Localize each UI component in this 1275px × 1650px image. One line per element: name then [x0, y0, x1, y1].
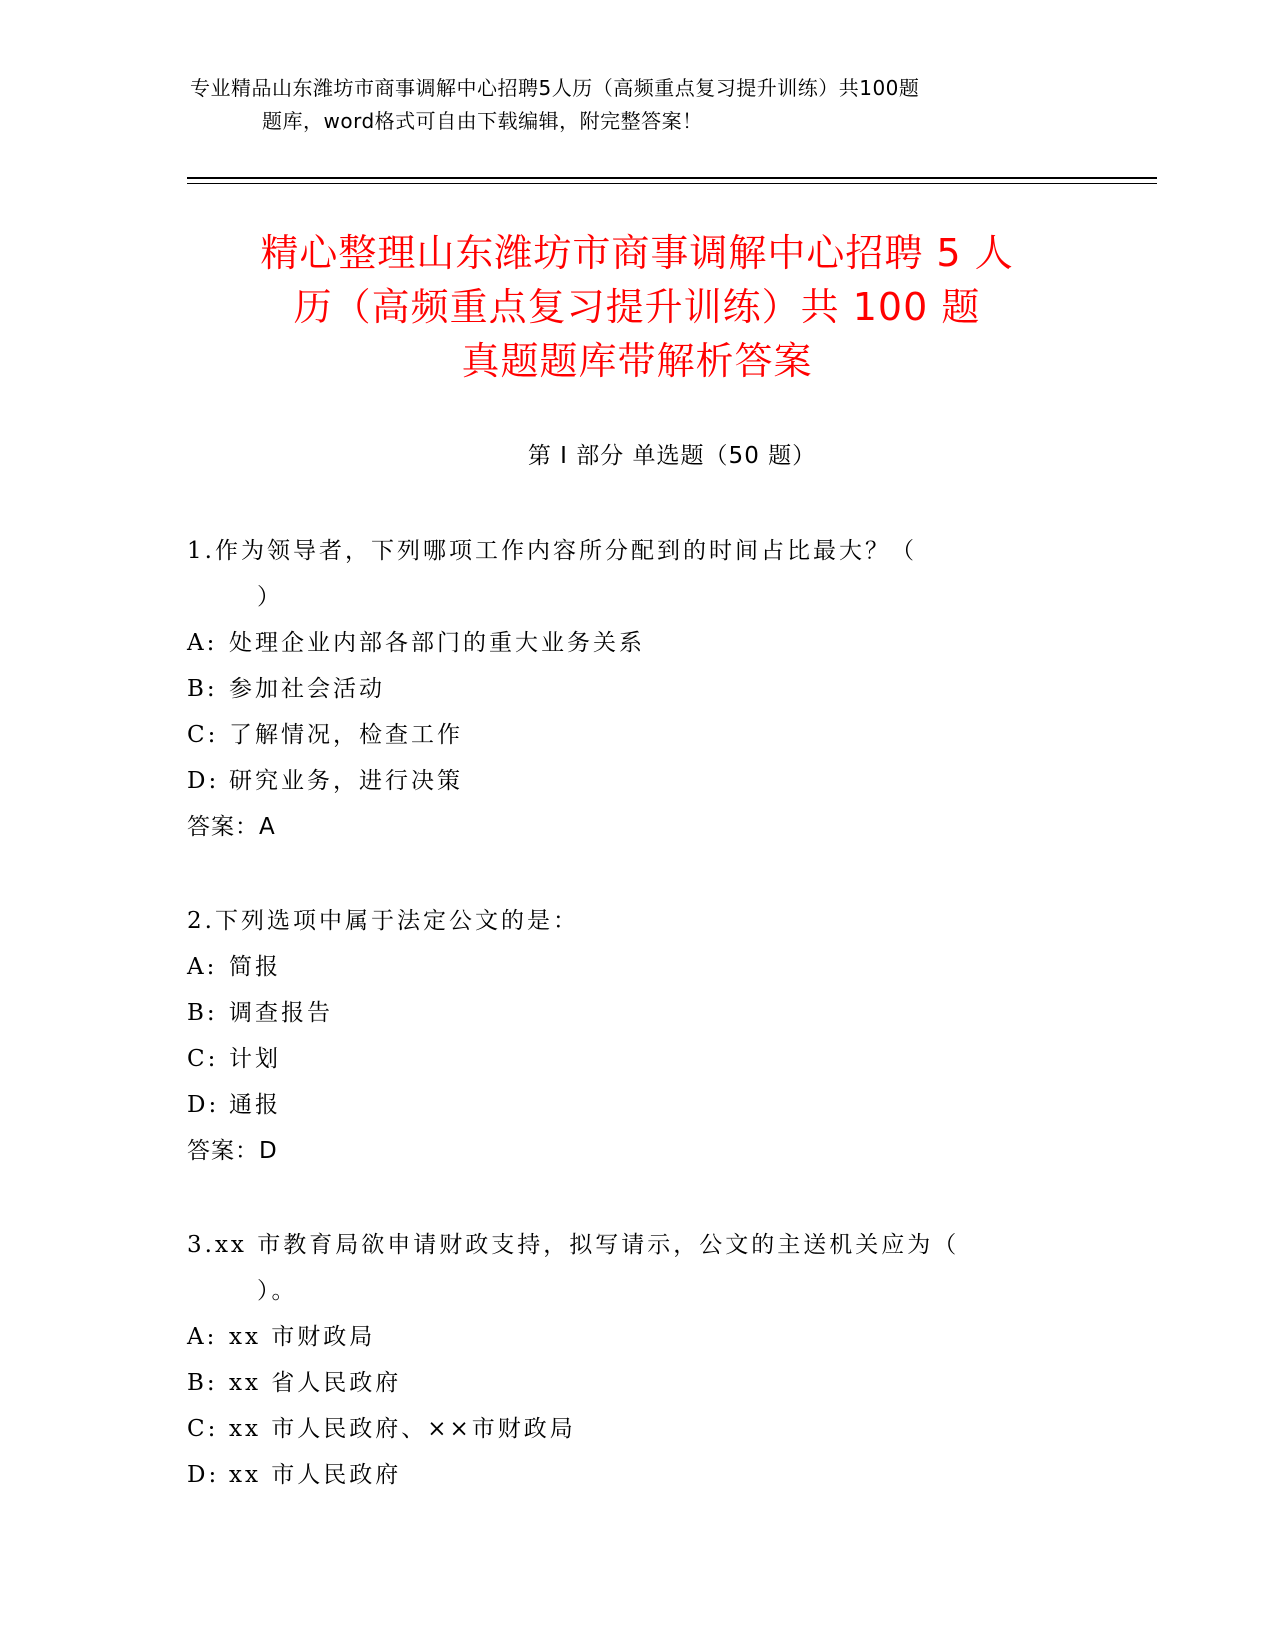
option-a: [187, 620, 1067, 666]
document-title-line-3: 真题题库带解析答案: [461, 339, 813, 383]
answer-line: 答案：A: [187, 814, 276, 840]
option-c: [187, 712, 1067, 758]
question-stem: [187, 1222, 1067, 1314]
header-note-line-2: 题库，word格式可自由下载编辑，附完整答案！: [262, 109, 703, 133]
question-stem-text: 1.作为领导者，下列哪项工作内容所分配到的时间占比最大？（: [187, 538, 917, 564]
option-key: C:: [187, 722, 219, 748]
option-text: 简报: [229, 954, 281, 980]
option-key: B:: [187, 676, 218, 702]
option-key: A:: [187, 1324, 218, 1350]
option-text: 处理企业内部各部门的重大业务关系: [229, 630, 645, 656]
option-text: 通报: [229, 1092, 281, 1118]
option-c: [187, 1036, 1067, 1082]
option-b: [187, 990, 1067, 1036]
option-c: [187, 1406, 1067, 1452]
option-key: D:: [187, 768, 220, 794]
option-d: [187, 1082, 1067, 1128]
option-key: D:: [187, 1462, 220, 1488]
option-key: C:: [187, 1416, 219, 1442]
option-b: [187, 666, 1067, 712]
option-text: xx 市人民政府: [229, 1462, 402, 1488]
option-key: D:: [187, 1092, 220, 1118]
option-d: [187, 1452, 1067, 1498]
question-2: [187, 898, 1067, 1174]
question-stem-continuation: ）: [257, 584, 283, 610]
header-rule-thick: [187, 177, 1157, 179]
header-note: [190, 72, 1110, 138]
option-text: xx 市财政局: [229, 1324, 376, 1350]
option-key: C:: [187, 1046, 219, 1072]
document-title-line-1: 精心整理山东潍坊市商事调解中心招聘 5 人: [260, 231, 1014, 275]
option-key: A:: [187, 954, 218, 980]
header-note-line-1: 专业精品山东潍坊市商事调解中心招聘5人历（高频重点复习提升训练）共100题: [190, 76, 920, 100]
option-key: A:: [187, 630, 218, 656]
option-text: 研究业务，进行决策: [229, 768, 463, 794]
option-text: 计划: [229, 1046, 281, 1072]
question-3: [187, 1222, 1067, 1498]
document-title-line-2: 历（高频重点复习提升训练）共 100 题: [293, 285, 981, 329]
option-key: B:: [187, 1370, 218, 1396]
document-title: [187, 226, 1087, 388]
section-heading: 第 I 部分 单选题（50 题）: [527, 443, 817, 469]
answer-line: 答案：D: [187, 1138, 278, 1164]
question-stem: [187, 528, 1067, 620]
option-b: [187, 1360, 1067, 1406]
question-stem-text: 2.下列选项中属于法定公文的是：: [187, 908, 579, 934]
option-text: xx 市人民政府、××市财政局: [229, 1416, 576, 1442]
question-list: [187, 528, 1067, 1546]
question-1: [187, 528, 1067, 850]
question-stem-text: 3.xx 市教育局欲申请财政支持，拟写请示，公文的主送机关应为（: [187, 1232, 960, 1258]
option-text: 调查报告: [229, 1000, 333, 1026]
option-text: 了解情况，检查工作: [229, 722, 463, 748]
option-a: [187, 944, 1067, 990]
option-key: B:: [187, 1000, 218, 1026]
option-a: [187, 1314, 1067, 1360]
header-rule-thin: [187, 183, 1157, 184]
option-text: 参加社会活动: [229, 676, 385, 702]
question-stem-continuation: ）。: [257, 1278, 298, 1304]
option-text: xx 省人民政府: [229, 1370, 402, 1396]
question-stem: [187, 898, 1067, 944]
option-d: [187, 758, 1067, 804]
